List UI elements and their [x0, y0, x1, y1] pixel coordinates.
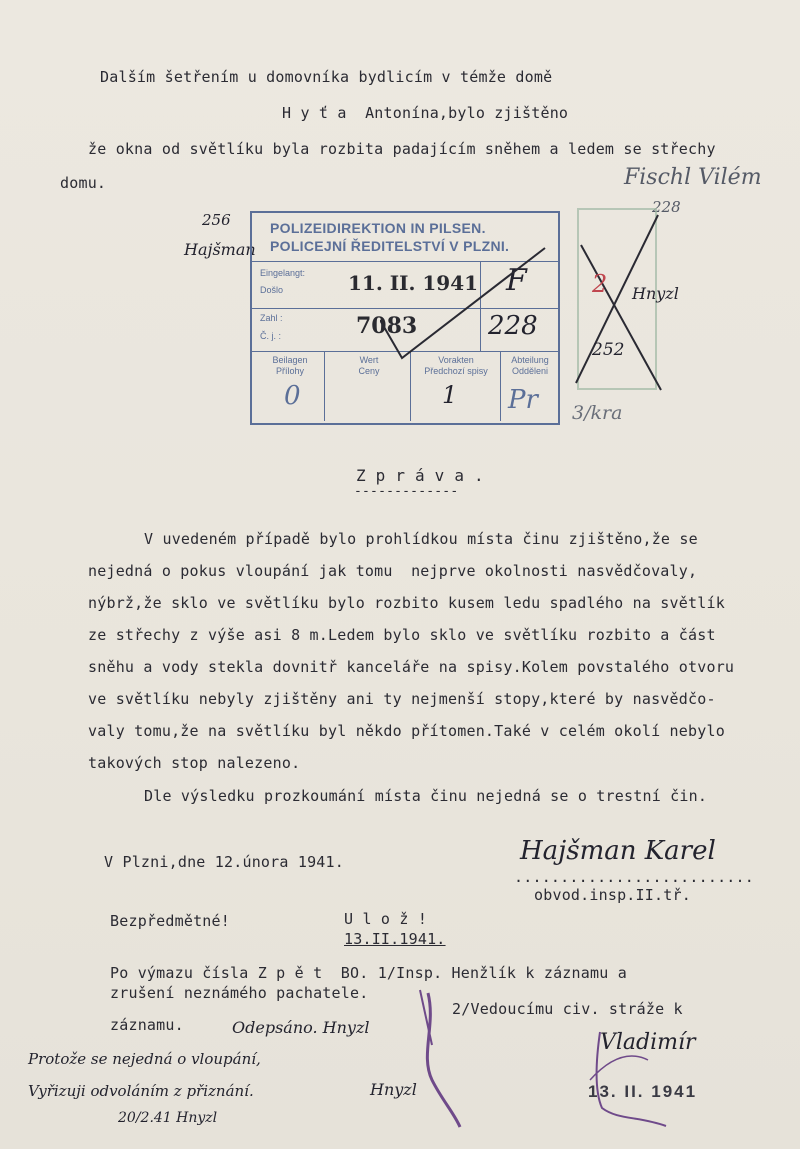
- check-mark-icon: [380, 240, 550, 370]
- handwritten-odepsano: Odepsáno. Hnyzl: [232, 1018, 370, 1037]
- stamp-hand-prilohy: 0: [284, 381, 301, 411]
- body-line-7: valy tomu,že na světlíku byl někdo přítomen.Také v celém okolí nebylo: [88, 722, 725, 740]
- intro-line-3: že okna od světlíku byla rozbita padajícím sněhem a ledem se střechy: [88, 140, 716, 158]
- stamp-label-cislo: Č. j. :: [260, 331, 282, 341]
- handwritten-note-line-1: Protože se nejedná o vloupání,: [28, 1050, 261, 1068]
- purple-signature-stroke-icon: [588, 1020, 708, 1130]
- uloz-date: 13.II.1941.: [344, 930, 446, 948]
- uloz-note: U l o ž !: [344, 910, 428, 928]
- body-line-9: Dle výsledku prozkoumání místa činu nejedná se o trestní čin.: [144, 787, 708, 805]
- handwritten-sig-bottom-right: Vladimír: [600, 1030, 696, 1055]
- purple-pen-stroke-icon: [410, 985, 470, 1135]
- handwritten-note-line-3: 20/2.41 Hnyzl: [118, 1110, 218, 1126]
- intro-line-2: H y ť a Antonína,bylo zjištěno: [282, 104, 569, 122]
- cross-mark-icon: [566, 205, 676, 405]
- body-line-2: nejedná o pokus vloupání jak tomu nejprve okolnosti nasvědčovaly,: [88, 562, 698, 580]
- body-line-4: ze střechy z výše asi 8 m.Ledem bylo sklo ve světlíku rozbito a část: [88, 626, 716, 644]
- footer-date-stamp: 13. II. 1941: [588, 1082, 698, 1101]
- red-handwritten-2: 2: [592, 270, 608, 298]
- body-line-5: sněhu a vody stekla dovnitř kanceláře na spisy.Kolem povstalého otvoru: [88, 658, 735, 676]
- footer-line-3: 2/Vedoucímu civ. stráže k: [452, 1000, 683, 1018]
- body-line-6: ve světlíku nebyly zjištěny ani ty nejmenší stopy,které by nasvědčo-: [88, 690, 716, 708]
- stamp-number-written: 228: [488, 311, 538, 341]
- stamp-header-line-1: POLIZEIDIREKTION IN PILSEN.: [270, 220, 486, 236]
- footer-line-2: zrušení neznámého pachatele.: [110, 984, 369, 1002]
- stamp-col-predchozi-spisy: Vorakten Předchozí spisy: [424, 355, 488, 376]
- stamp-col-oddeleni: Abteilung Odděleni: [511, 355, 549, 376]
- officer-rank: obvod.insp.II.tř.: [534, 886, 691, 904]
- title-underline: -------------: [354, 484, 459, 499]
- intro-line-4: domu.: [60, 174, 107, 192]
- handwritten-note-line-2: Vyřizuji odvoláním z přiznání.: [28, 1082, 254, 1100]
- footer-line-1: Po výmazu čísla Z p ě t BO. 1/Insp. Henžlík k záznamu a: [110, 964, 627, 982]
- stamp-number: 7083: [356, 313, 418, 339]
- stamp-col-prilohy: Beilagen Přílohy: [272, 355, 308, 376]
- place-date: V Plzni,dne 12.února 1941.: [104, 853, 344, 871]
- intro-line-1: Dalším šetřením u domovníka bydlicím v témže domě: [100, 68, 553, 86]
- stamp-label-zahl: Zahl :: [260, 313, 283, 323]
- stamp-date: 11. II. 1941: [348, 271, 479, 295]
- handwritten-name-left: Hajšman: [184, 240, 256, 259]
- stamp-col-ceny: Wert Ceny: [358, 355, 380, 376]
- handwritten-sig-footer: Hnyzl: [370, 1080, 417, 1099]
- handwritten-number-228: 228: [652, 198, 681, 216]
- body-line-1: V uvedeném případě bylo prohlídkou místa činu zjištěno,že se: [144, 530, 698, 548]
- handwritten-number-252: 252: [592, 340, 625, 360]
- signature-dots: ..........................: [514, 868, 754, 886]
- stamp-hand-oddeleni: Pr: [508, 385, 538, 415]
- handwritten-signature-top: Fischl Vilém: [624, 165, 762, 190]
- body-line-3: nýbrž,že sklo ve světlíku bylo rozbito kusem ledu spadlého na světlík: [88, 594, 725, 612]
- handwritten-sig-right: Hnyzl: [632, 284, 679, 303]
- stamp-label-doslo: Došlo: [260, 285, 284, 295]
- stamp-letter-f: F: [506, 263, 527, 298]
- stamp-header-line-2: POLICEJNÍ ŘEDITELSTVÍ V PLZNI.: [270, 238, 510, 254]
- footer-line-4: záznamu.: [110, 1016, 184, 1034]
- handwritten-3-kra: 3/kra: [572, 402, 623, 424]
- report-title: Z p r á v a .: [356, 466, 484, 485]
- stamp-label-eingelangt: Eingelangt:: [260, 268, 306, 278]
- handwritten-number-256: 256: [202, 211, 231, 229]
- body-line-8: takových stop nalezeno.: [88, 754, 301, 772]
- bezpredmetne-note: Bezpředmětné!: [110, 912, 230, 930]
- stamp-hand-predchozi: 1: [442, 381, 458, 409]
- officer-signature: Hajšman Karel: [520, 836, 716, 866]
